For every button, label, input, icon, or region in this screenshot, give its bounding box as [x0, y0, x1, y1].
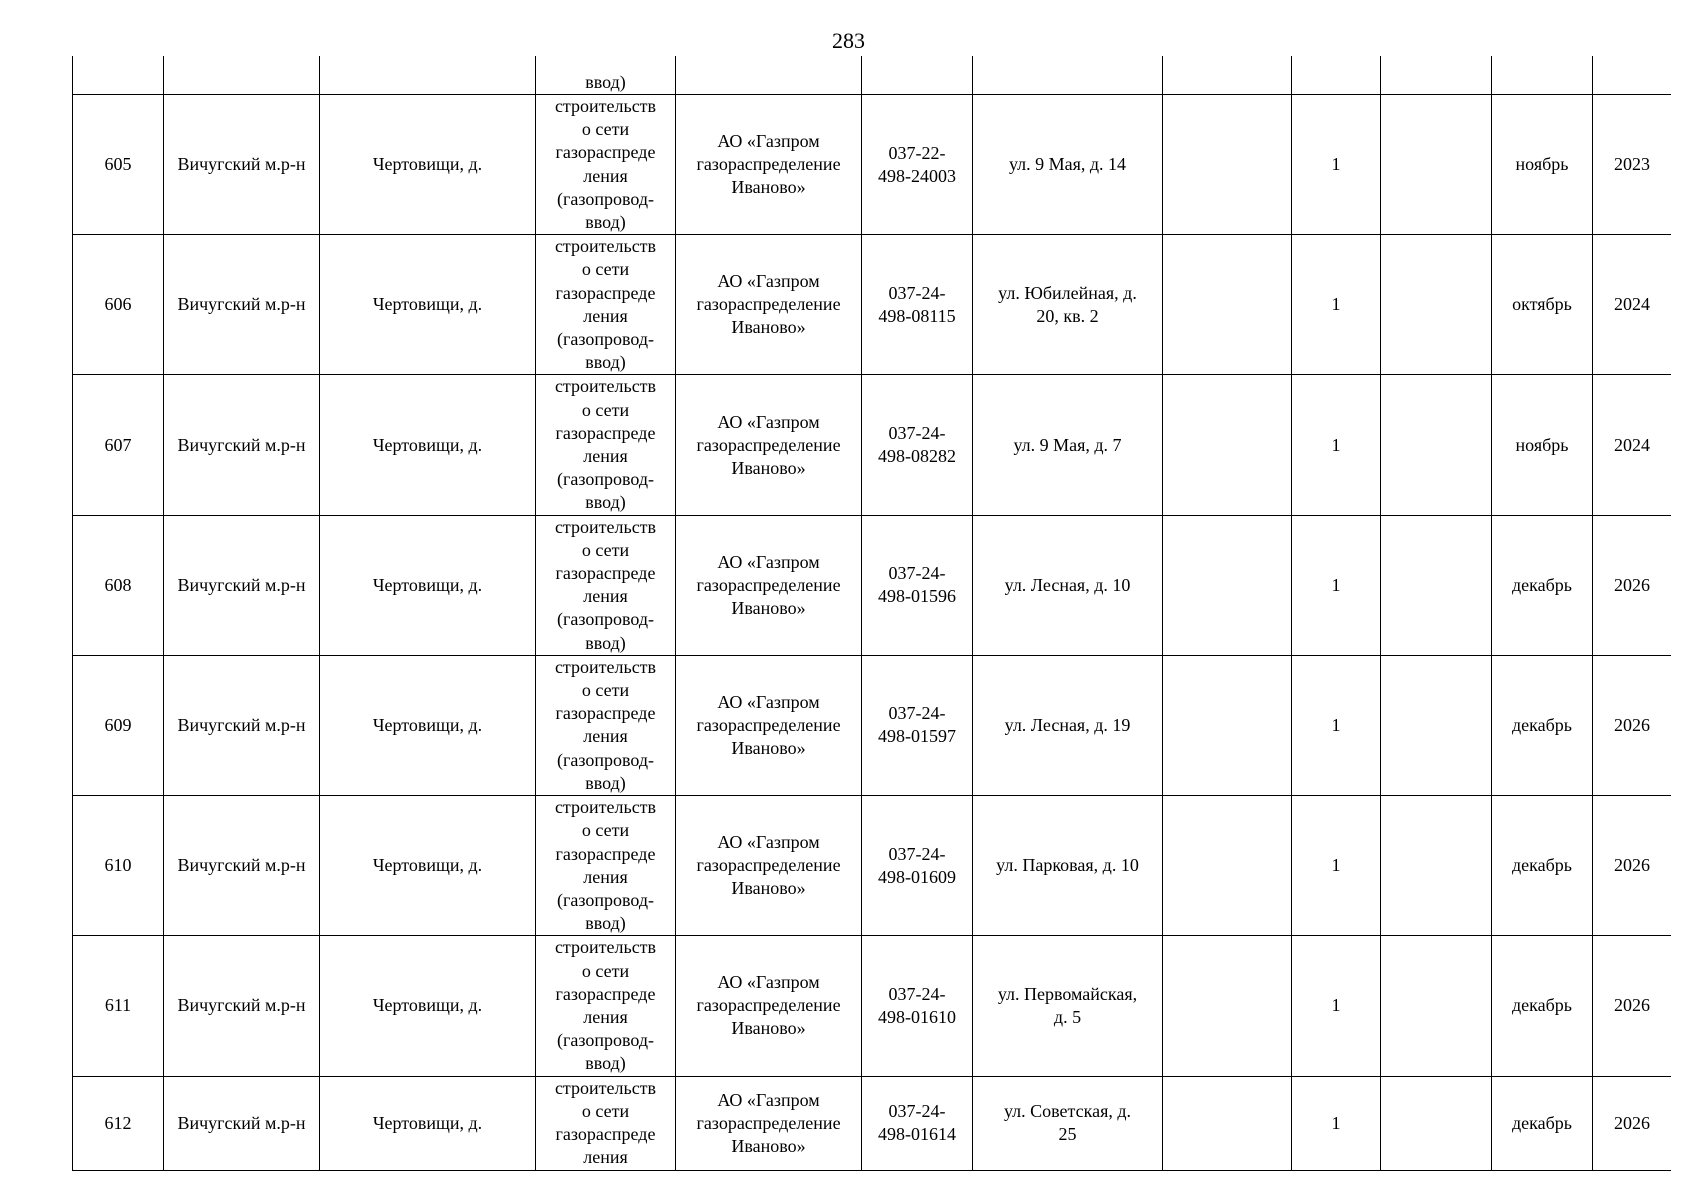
cell-organization-line: АО «Газпром: [717, 131, 820, 152]
page-number: 283: [832, 28, 865, 53]
cell-work-type-line: строительств: [554, 516, 657, 537]
cell-work-type: [536, 515, 676, 655]
cell-work-type-line: ввод): [585, 492, 626, 513]
cell-work-type-line: газораспреде: [555, 1123, 656, 1144]
cell-work-type-line: о сети: [581, 539, 630, 560]
cell-code-line: 037-24-: [888, 1101, 946, 1122]
table-row: [73, 515, 1672, 655]
cell-work-type-line: о сети: [581, 1100, 630, 1121]
cell-address-line: ул. Лесная, д. 19: [1004, 714, 1131, 735]
cell-month: декабрь: [1492, 515, 1593, 655]
cell-organization: [676, 375, 862, 515]
cell-organization-line: АО «Газпром: [717, 1089, 820, 1110]
cell-code-line: 037-24-: [888, 983, 946, 1004]
table-row: [73, 95, 1672, 235]
cell-address-line: ул. 9 Мая, д. 14: [1008, 154, 1127, 175]
cell-empty-2: [1381, 1076, 1492, 1170]
cell-organization-line: газораспределение: [696, 434, 841, 455]
cell-work-type: [536, 235, 676, 375]
cell-empty-2: [1381, 796, 1492, 936]
cell-year: 2024: [1593, 235, 1672, 375]
cell-year: 2026: [1593, 1076, 1672, 1170]
table-row: [73, 936, 1672, 1076]
table-row: [73, 375, 1672, 515]
cell-empty-2: [1381, 655, 1492, 795]
cell-work-type-line: (газопровод-: [556, 1030, 654, 1051]
cell-organization: [676, 56, 862, 95]
cell-address-line: 20, кв. 2: [1036, 305, 1099, 326]
cell-locality: Чертовищи, д.: [320, 95, 536, 235]
cell-address: [973, 1076, 1163, 1170]
cell-num: [73, 56, 164, 95]
cell-locality: Чертовищи, д.: [320, 936, 536, 1076]
cell-work-type-line: ления: [583, 1006, 628, 1027]
cell-work-type: [536, 375, 676, 515]
table-row: [73, 655, 1672, 795]
cell-address: [973, 515, 1163, 655]
cell-count: 1: [1292, 235, 1381, 375]
cell-district: Вичугский м.р-н: [164, 655, 320, 795]
cell-year: 2026: [1593, 515, 1672, 655]
cell-work-type-line: газораспреде: [555, 422, 656, 443]
cell-code-line: 037-24-: [888, 703, 946, 724]
cell-district: Вичугский м.р-н: [164, 375, 320, 515]
cell-work-type-line: строительств: [554, 376, 657, 397]
cell-empty-1: [1163, 515, 1292, 655]
cell-month: ноябрь: [1492, 375, 1593, 515]
cell-address-line: ул. Парковая, д. 10: [996, 855, 1139, 876]
cell-code-line: 037-24-: [888, 563, 946, 584]
cell-work-type: [536, 1076, 676, 1170]
cell-organization-line: Иваново»: [731, 177, 806, 198]
cell-organization: [676, 936, 862, 1076]
cell-code: [862, 375, 973, 515]
cell-code-line: 037-24-: [888, 282, 946, 303]
cell-organization-line: газораспределение: [696, 154, 841, 175]
cell-work-type: [536, 655, 676, 795]
cell-work-type-line: ления: [583, 586, 628, 607]
cell-organization: [676, 1076, 862, 1170]
cell-organization: [676, 796, 862, 936]
cell-district: Вичугский м.р-н: [164, 95, 320, 235]
cell-code-line: 498-24003: [878, 165, 956, 186]
cell-work-type-line: о сети: [581, 119, 630, 140]
cell-empty-1: [1163, 936, 1292, 1076]
cell-empty-1: [1163, 235, 1292, 375]
cell-year: 2026: [1593, 936, 1672, 1076]
cell-organization: [676, 515, 862, 655]
cell-code-line: 037-24-: [888, 423, 946, 444]
cell-district: Вичугский м.р-н: [164, 796, 320, 936]
cell-work-type-line: строительств: [554, 797, 657, 818]
cell-work-type-line: о сети: [581, 680, 630, 701]
cell-address-line: д. 5: [1053, 1006, 1082, 1027]
cell-count: 1: [1292, 655, 1381, 795]
cell-code-line: 498-08115: [878, 305, 956, 326]
cell-count: 1: [1292, 515, 1381, 655]
cell-work-type-line: о сети: [581, 259, 630, 280]
cell-organization-line: Иваново»: [731, 878, 806, 899]
cell-count: 1: [1292, 95, 1381, 235]
cell-month: декабрь: [1492, 936, 1593, 1076]
cell-organization-line: АО «Газпром: [717, 972, 820, 993]
cell-num: 610: [73, 796, 164, 936]
cell-district: [164, 56, 320, 95]
cell-month: декабрь: [1492, 796, 1593, 936]
cell-work-type-line: о сети: [581, 820, 630, 841]
cell-organization-line: Иваново»: [731, 1135, 806, 1156]
cell-organization-line: АО «Газпром: [717, 691, 820, 712]
cell-address-line: 25: [1058, 1124, 1077, 1145]
table-row: [73, 796, 1672, 936]
cell-organization-line: Иваново»: [731, 457, 806, 478]
cell-locality: [320, 56, 536, 95]
cell-work-type-line: ввод): [585, 352, 626, 373]
cell-work-type-line: строительств: [554, 937, 657, 958]
cell-address-line: ул. Юбилейная, д.: [998, 282, 1137, 303]
cell-code: [862, 655, 973, 795]
cell-work-type-line: газораспреде: [555, 282, 656, 303]
cell-empty-2: [1381, 56, 1492, 95]
cell-count: 1: [1292, 936, 1381, 1076]
cell-address: [973, 375, 1163, 515]
cell-num: 609: [73, 655, 164, 795]
cell-organization-line: АО «Газпром: [717, 551, 820, 572]
cell-organization-line: газораспределение: [696, 574, 841, 595]
cell-organization-line: газораспределение: [696, 1112, 841, 1133]
cell-empty-1: [1163, 796, 1292, 936]
table-container: [72, 56, 1671, 1173]
cell-organization-line: Иваново»: [731, 597, 806, 618]
cell-locality: Чертовищи, д.: [320, 1076, 536, 1170]
cell-code: [862, 936, 973, 1076]
cell-organization-line: газораспределение: [696, 714, 841, 735]
cell-month: ноябрь: [1492, 95, 1593, 235]
cell-num: 605: [73, 95, 164, 235]
cell-num: 606: [73, 235, 164, 375]
cell-code: [862, 235, 973, 375]
cell-address: [973, 796, 1163, 936]
cell-locality: Чертовищи, д.: [320, 515, 536, 655]
cell-work-type-line: ления: [583, 1147, 628, 1168]
cell-work-type-line: строительств: [554, 236, 657, 257]
cell-work-type: [536, 95, 676, 235]
cell-work-type-line: (газопровод-: [556, 889, 654, 910]
cell-year: [1593, 56, 1672, 95]
cell-organization-line: газораспределение: [696, 995, 841, 1016]
cell-work-type-line: строительств: [554, 1077, 657, 1098]
cell-address: [973, 655, 1163, 795]
cell-work-type-line: ления: [583, 165, 628, 186]
cell-work-type-line: ления: [583, 446, 628, 467]
cell-count: [1292, 56, 1381, 95]
gasification-table: [72, 56, 1671, 1171]
cell-work-type: [536, 796, 676, 936]
cell-work-type-line: газораспреде: [555, 142, 656, 163]
cell-organization: [676, 655, 862, 795]
cell-work-type-line: газораспреде: [555, 563, 656, 584]
cell-work-type-line: газораспреде: [555, 983, 656, 1004]
cell-organization-line: Иваново»: [731, 737, 806, 758]
cell-district: Вичугский м.р-н: [164, 235, 320, 375]
cell-organization: [676, 235, 862, 375]
cell-address: [973, 95, 1163, 235]
cell-month: декабрь: [1492, 1076, 1593, 1170]
cell-work-type-line: ввод): [585, 632, 626, 653]
cell-work-type-line: строительств: [554, 656, 657, 677]
cell-year: 2024: [1593, 375, 1672, 515]
cell-count: 1: [1292, 796, 1381, 936]
cell-month: октябрь: [1492, 235, 1593, 375]
cell-district: Вичугский м.р-н: [164, 1076, 320, 1170]
table-row: [73, 235, 1672, 375]
cell-district: Вичугский м.р-н: [164, 936, 320, 1076]
cell-code: [862, 1076, 973, 1170]
cell-code: [862, 796, 973, 936]
cell-organization-line: газораспределение: [696, 294, 841, 315]
cell-organization-line: АО «Газпром: [717, 271, 820, 292]
cell-address-line: ул. Первомайская,: [997, 983, 1138, 1004]
cell-locality: Чертовищи, д.: [320, 796, 536, 936]
cell-organization-line: Иваново»: [731, 1018, 806, 1039]
cell-work-type-line: ввод): [585, 212, 626, 233]
cell-work-type-line: строительств: [554, 96, 657, 116]
cell-empty-2: [1381, 515, 1492, 655]
cell-count: 1: [1292, 375, 1381, 515]
cell-empty-2: [1381, 95, 1492, 235]
cell-work-type-line: ввод): [585, 1053, 626, 1074]
cell-work-type: [536, 936, 676, 1076]
cell-code-line: 498-01597: [878, 726, 956, 747]
cell-code: [862, 515, 973, 655]
cell-work-type-line: (газопровод-: [556, 749, 654, 770]
cell-district: Вичугский м.р-н: [164, 515, 320, 655]
cell-num: 611: [73, 936, 164, 1076]
cell-work-type-line: (газопровод-: [556, 609, 654, 630]
cell-work-type-line: ввод): [585, 913, 626, 934]
cell-work-type-line: (газопровод-: [556, 329, 654, 350]
cell-code-line: 498-01614: [878, 1124, 956, 1145]
cell-month: [1492, 56, 1593, 95]
cell-code: [862, 95, 973, 235]
cell-address-line: ул. Советская, д.: [1003, 1101, 1132, 1122]
cell-num: 608: [73, 515, 164, 655]
cell-address: [973, 235, 1163, 375]
cell-code-line: 498-01609: [878, 866, 956, 887]
cell-work-type-line: (газопровод-: [556, 469, 654, 490]
cell-work-type-line: ввод): [585, 772, 626, 793]
cell-code-line: 498-01610: [878, 1006, 956, 1027]
cell-code-line: 037-22-: [888, 142, 946, 163]
cell-work-type-line: ления: [583, 726, 628, 747]
cell-code-line: 498-08282: [878, 446, 956, 467]
cell-address: [973, 936, 1163, 1076]
cell-month: декабрь: [1492, 655, 1593, 795]
cell-code: [862, 56, 973, 95]
cell-locality: Чертовищи, д.: [320, 655, 536, 795]
cell-empty-1: [1163, 1076, 1292, 1170]
cell-year: 2026: [1593, 796, 1672, 936]
table-body: [73, 56, 1672, 1170]
cell-work-type-line: ления: [583, 866, 628, 887]
cell-locality: Чертовищи, д.: [320, 235, 536, 375]
cell-code-line: 498-01596: [878, 586, 956, 607]
cell-year: 2026: [1593, 655, 1672, 795]
cell-work-type-line: о сети: [581, 960, 630, 981]
cell-year: 2023: [1593, 95, 1672, 235]
cell-organization-line: Иваново»: [731, 317, 806, 338]
cell-empty-1: [1163, 56, 1292, 95]
cell-empty-1: [1163, 655, 1292, 795]
cell-work-type-line: о сети: [581, 399, 630, 420]
cell-work-type-line: (газопровод-: [556, 188, 654, 209]
cell-empty-2: [1381, 936, 1492, 1076]
cell-organization-line: газораспределение: [696, 855, 841, 876]
cell-address-line: ул. 9 Мая, д. 7: [1013, 434, 1122, 455]
cell-organization-line: АО «Газпром: [717, 832, 820, 853]
cell-empty-2: [1381, 235, 1492, 375]
cell-locality: Чертовищи, д.: [320, 375, 536, 515]
cell-organization-line: АО «Газпром: [717, 411, 820, 432]
cell-num: 612: [73, 1076, 164, 1170]
cell-code-line: 037-24-: [888, 843, 946, 864]
cell-empty-2: [1381, 375, 1492, 515]
cell-work-type: ввод): [536, 56, 676, 95]
cell-num: 607: [73, 375, 164, 515]
cell-work-type-line: газораспреде: [555, 703, 656, 724]
cell-work-type-line: газораспреде: [555, 843, 656, 864]
cell-address: [973, 56, 1163, 95]
table-row-continuation: [73, 56, 1672, 95]
cell-work-type-line: ления: [583, 305, 628, 326]
cell-organization: [676, 95, 862, 235]
cell-empty-1: [1163, 95, 1292, 235]
table-row: [73, 1076, 1672, 1170]
cell-address-line: ул. Лесная, д. 10: [1004, 574, 1131, 595]
cell-empty-1: [1163, 375, 1292, 515]
cell-count: 1: [1292, 1076, 1381, 1170]
